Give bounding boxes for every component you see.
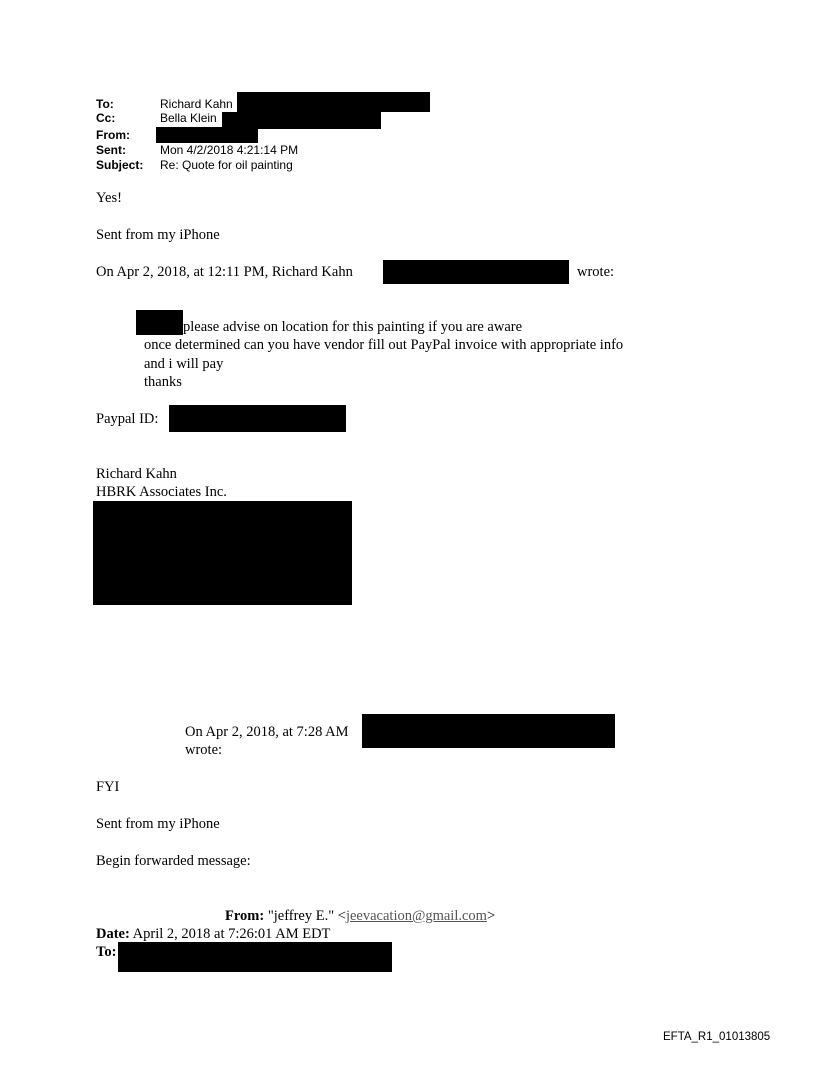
sent-value: Mon 4/2/2018 4:21:14 PM	[160, 143, 299, 157]
subject-label: Subject:	[96, 158, 144, 172]
fwd-from-label: From:	[225, 908, 265, 924]
fyi-text: FYI	[96, 779, 120, 795]
forwarded-heading: Begin forwarded message:	[96, 853, 251, 869]
fwd-to-line	[96, 944, 116, 961]
redaction-nested-sender	[362, 714, 615, 748]
document-id: EFTA_R1_01013805	[663, 1031, 771, 1043]
signature-name: Richard Kahn	[96, 466, 177, 482]
cc-value: Bella Klein	[160, 111, 217, 125]
quoted-line: and i will pay	[144, 356, 224, 372]
subject-value: Re: Quote for oil painting	[160, 158, 293, 172]
redaction-paypal-id	[169, 405, 346, 432]
redaction-signature-block	[93, 501, 352, 605]
sent-label: Sent:	[96, 143, 126, 157]
redaction-from	[156, 127, 258, 143]
fwd-from-email-link[interactable]: jeevacation@gmail.com	[345, 908, 487, 924]
to-label: To:	[96, 97, 114, 111]
quoted-line: once determined can you have vendor fill out PayPal invoice with appropriate info	[144, 337, 624, 353]
redaction-recipient-name	[136, 310, 183, 335]
cc-label: Cc:	[96, 111, 116, 125]
fwd-from-name: "jeffrey E." <	[267, 908, 346, 924]
quoted-line: thanks	[144, 374, 182, 390]
signature-line: Sent from my iPhone	[96, 227, 220, 243]
fwd-date-value: April 2, 2018 at 7:26:01 AM EDT	[132, 926, 331, 942]
fwd-from-close: >	[486, 908, 496, 924]
to-value: Richard Kahn	[160, 97, 233, 111]
quote-intro: On Apr 2, 2018, at 12:11 PM, Richard Kahn	[96, 264, 353, 280]
quoted-line: please advise on location for this painting if you are aware	[183, 319, 523, 335]
fwd-date-line	[96, 926, 330, 943]
fwd-date-label: Date:	[96, 926, 130, 942]
fwd-to-label: To:	[96, 944, 117, 960]
redaction-to	[237, 92, 430, 112]
nested-intro: On Apr 2, 2018, at 7:28 AM	[185, 724, 349, 740]
signature-line: Sent from my iPhone	[96, 816, 220, 832]
from-label: From:	[96, 128, 130, 142]
redaction-fwd-to	[118, 942, 392, 972]
paypal-label: Paypal ID:	[96, 411, 159, 427]
fwd-from-line	[225, 908, 495, 925]
quote-intro-wrote: wrote:	[577, 264, 615, 280]
redaction-kahn-email	[383, 260, 569, 284]
signature-company: HBRK Associates Inc.	[96, 484, 227, 500]
nested-intro-wrote: wrote:	[185, 742, 223, 758]
reply-text: Yes!	[96, 190, 122, 206]
